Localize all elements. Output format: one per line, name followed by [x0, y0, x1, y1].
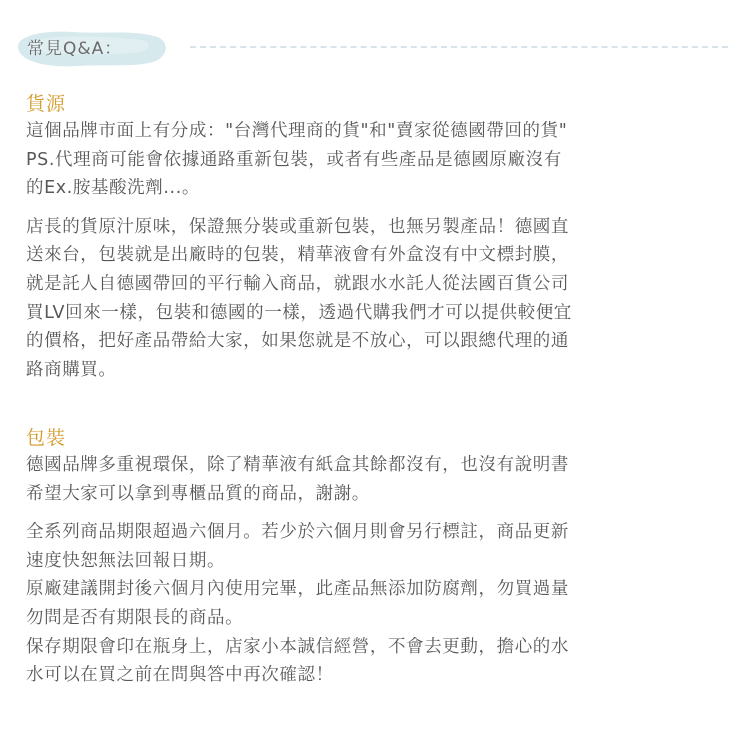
- text-line: 買LV回來一樣，包裝和德國的一樣，透過代購我們才可以提供較便宜: [26, 302, 572, 323]
- text-line: 勿問是否有期限長的商品。: [26, 607, 244, 628]
- text-line: 送來台，包裝就是出廠時的包裝，精華液會有外盒沒有中文標封膜，: [26, 245, 569, 266]
- text-line: 原廠建議開封後六個月內使用完畢，此產品無添加防腐劑，勿買過量: [26, 579, 569, 600]
- header-dashed-divider: [190, 46, 728, 48]
- source-paragraph-2: [26, 213, 726, 385]
- packaging-paragraph-1: [26, 451, 726, 508]
- source-section: [26, 91, 726, 384]
- packaging-section: [26, 425, 726, 690]
- text-line: 水可以在買之前在問與答中再次確認！: [26, 665, 334, 686]
- text-line: 店長的貨原汁原味，保證無分裝或重新包裝，也無另製產品！德國直: [26, 216, 569, 237]
- text-line: 德國品牌多重視環保，除了精華液有紙盒其餘都沒有，也沒有說明書: [26, 455, 569, 475]
- text-line: 的價格，把好產品帶給大家，如果您就是不放心，可以跟總代理的通: [26, 331, 569, 352]
- text-line: 速度快恕無法回報日期。: [26, 550, 226, 571]
- source-title: 貨源: [26, 93, 67, 115]
- packaging-title: 包裝: [26, 427, 67, 449]
- text-line: PS.代理商可能會依據通路重新包裝，或者有些產品是德國原廠沒有: [26, 149, 562, 170]
- text-line: 希望大家可以拿到專櫃品質的商品，謝謝。: [26, 483, 370, 504]
- text-line: 路商購買。: [26, 359, 117, 380]
- text-line: 全系列商品期限超過六個月。若少於六個月則會另行標註，商品更新: [26, 522, 569, 543]
- source-paragraph-1: [26, 117, 726, 203]
- text-line: 就是託人自德國帶回的平行輸入商品，就跟水水託人從法國百貨公司: [26, 273, 569, 294]
- text-line: 這個品牌市面上有分成："台灣代理商的貨"和"賣家從德國帶回的貨": [26, 121, 568, 141]
- qa-header: [10, 24, 730, 72]
- text-line: 的Ex.胺基酸洗劑...。: [26, 178, 200, 199]
- text-line: 保存期限會印在瓶身上，店家小本誠信經營，不會去更動，擔心的水: [26, 636, 569, 657]
- qa-title: 常見Q&A：: [27, 39, 123, 59]
- packaging-paragraph-2: [26, 518, 726, 690]
